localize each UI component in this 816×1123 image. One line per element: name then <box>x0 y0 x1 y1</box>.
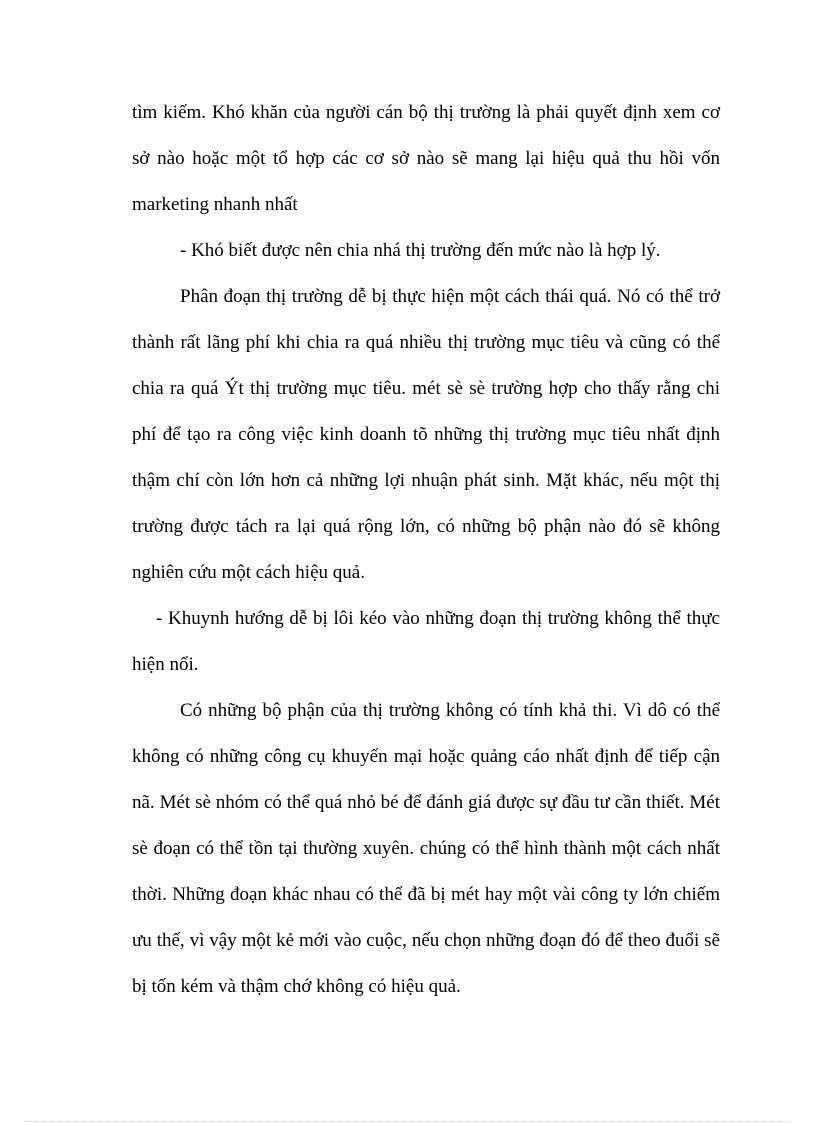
paragraph-body-1: Phân đoạn thị trường dễ bị thực hiện một cách thái quá. Nó có thể trở thành rất lãng phí khi chia ra quá nhiều thị trường mục tiêu và cũng có thể chia ra quá Ýt thị trường mục tiêu. mét sè sè trường hợp cho thấy rằng chi phí để tạo ra công việc kinh doanh tõ những thị trường mục tiêu nhất định thậm chí còn lớn hơn cả những lợi nhuận phát sinh. Mặt khác, nếu một thị trường được tách ra lại quá rộng lớn, có những bộ phận nào đó sẽ không nghiên cứu một cách hiệu quả. <box>132 286 720 583</box>
paragraph-bullet-2: - Khuynh hướng dễ bị lôi kéo vào những đoạn thị trường không thể thực hiện nổi. <box>132 608 720 675</box>
page-bottom-divider <box>26 1121 790 1122</box>
paragraph-bullet-1: - Khó biết được nên chia nhá thị trường đến mức nào là hợp lý. <box>180 240 661 261</box>
paragraph-continuation: tìm kiếm. Khó khăn của người cán bộ thị trường là phải quyết định xem cơ sở nào hoặc một tổ hợp các cơ sở nào sẽ mang lại hiệu quả thu hồi vốn marketing nhanh nhất <box>132 102 720 215</box>
paragraph-body-2: Có những bộ phận của thị trường không có tính khả thi. Vì dô có thể không có những công cụ khuyến mại hoặc quảng cáo nhất định để tiếp cận nã. Mét sè nhóm có thể quá nhỏ bé để đánh giá được sự đầu tư cần thiết. Mét sè đoạn có thể tồn tại thường xuyên. chúng có thể hình thành một cách nhất thời. Những đoạn khác nhau có thể đã bị mét hay một vài công ty lớn chiếm ưu thế, vì vậy một kẻ mới vào cuộc, nếu chọn những đoạn đó để theo đuổi sẽ bị tốn kém và thậm chớ không có hiệu quả. <box>132 700 720 997</box>
